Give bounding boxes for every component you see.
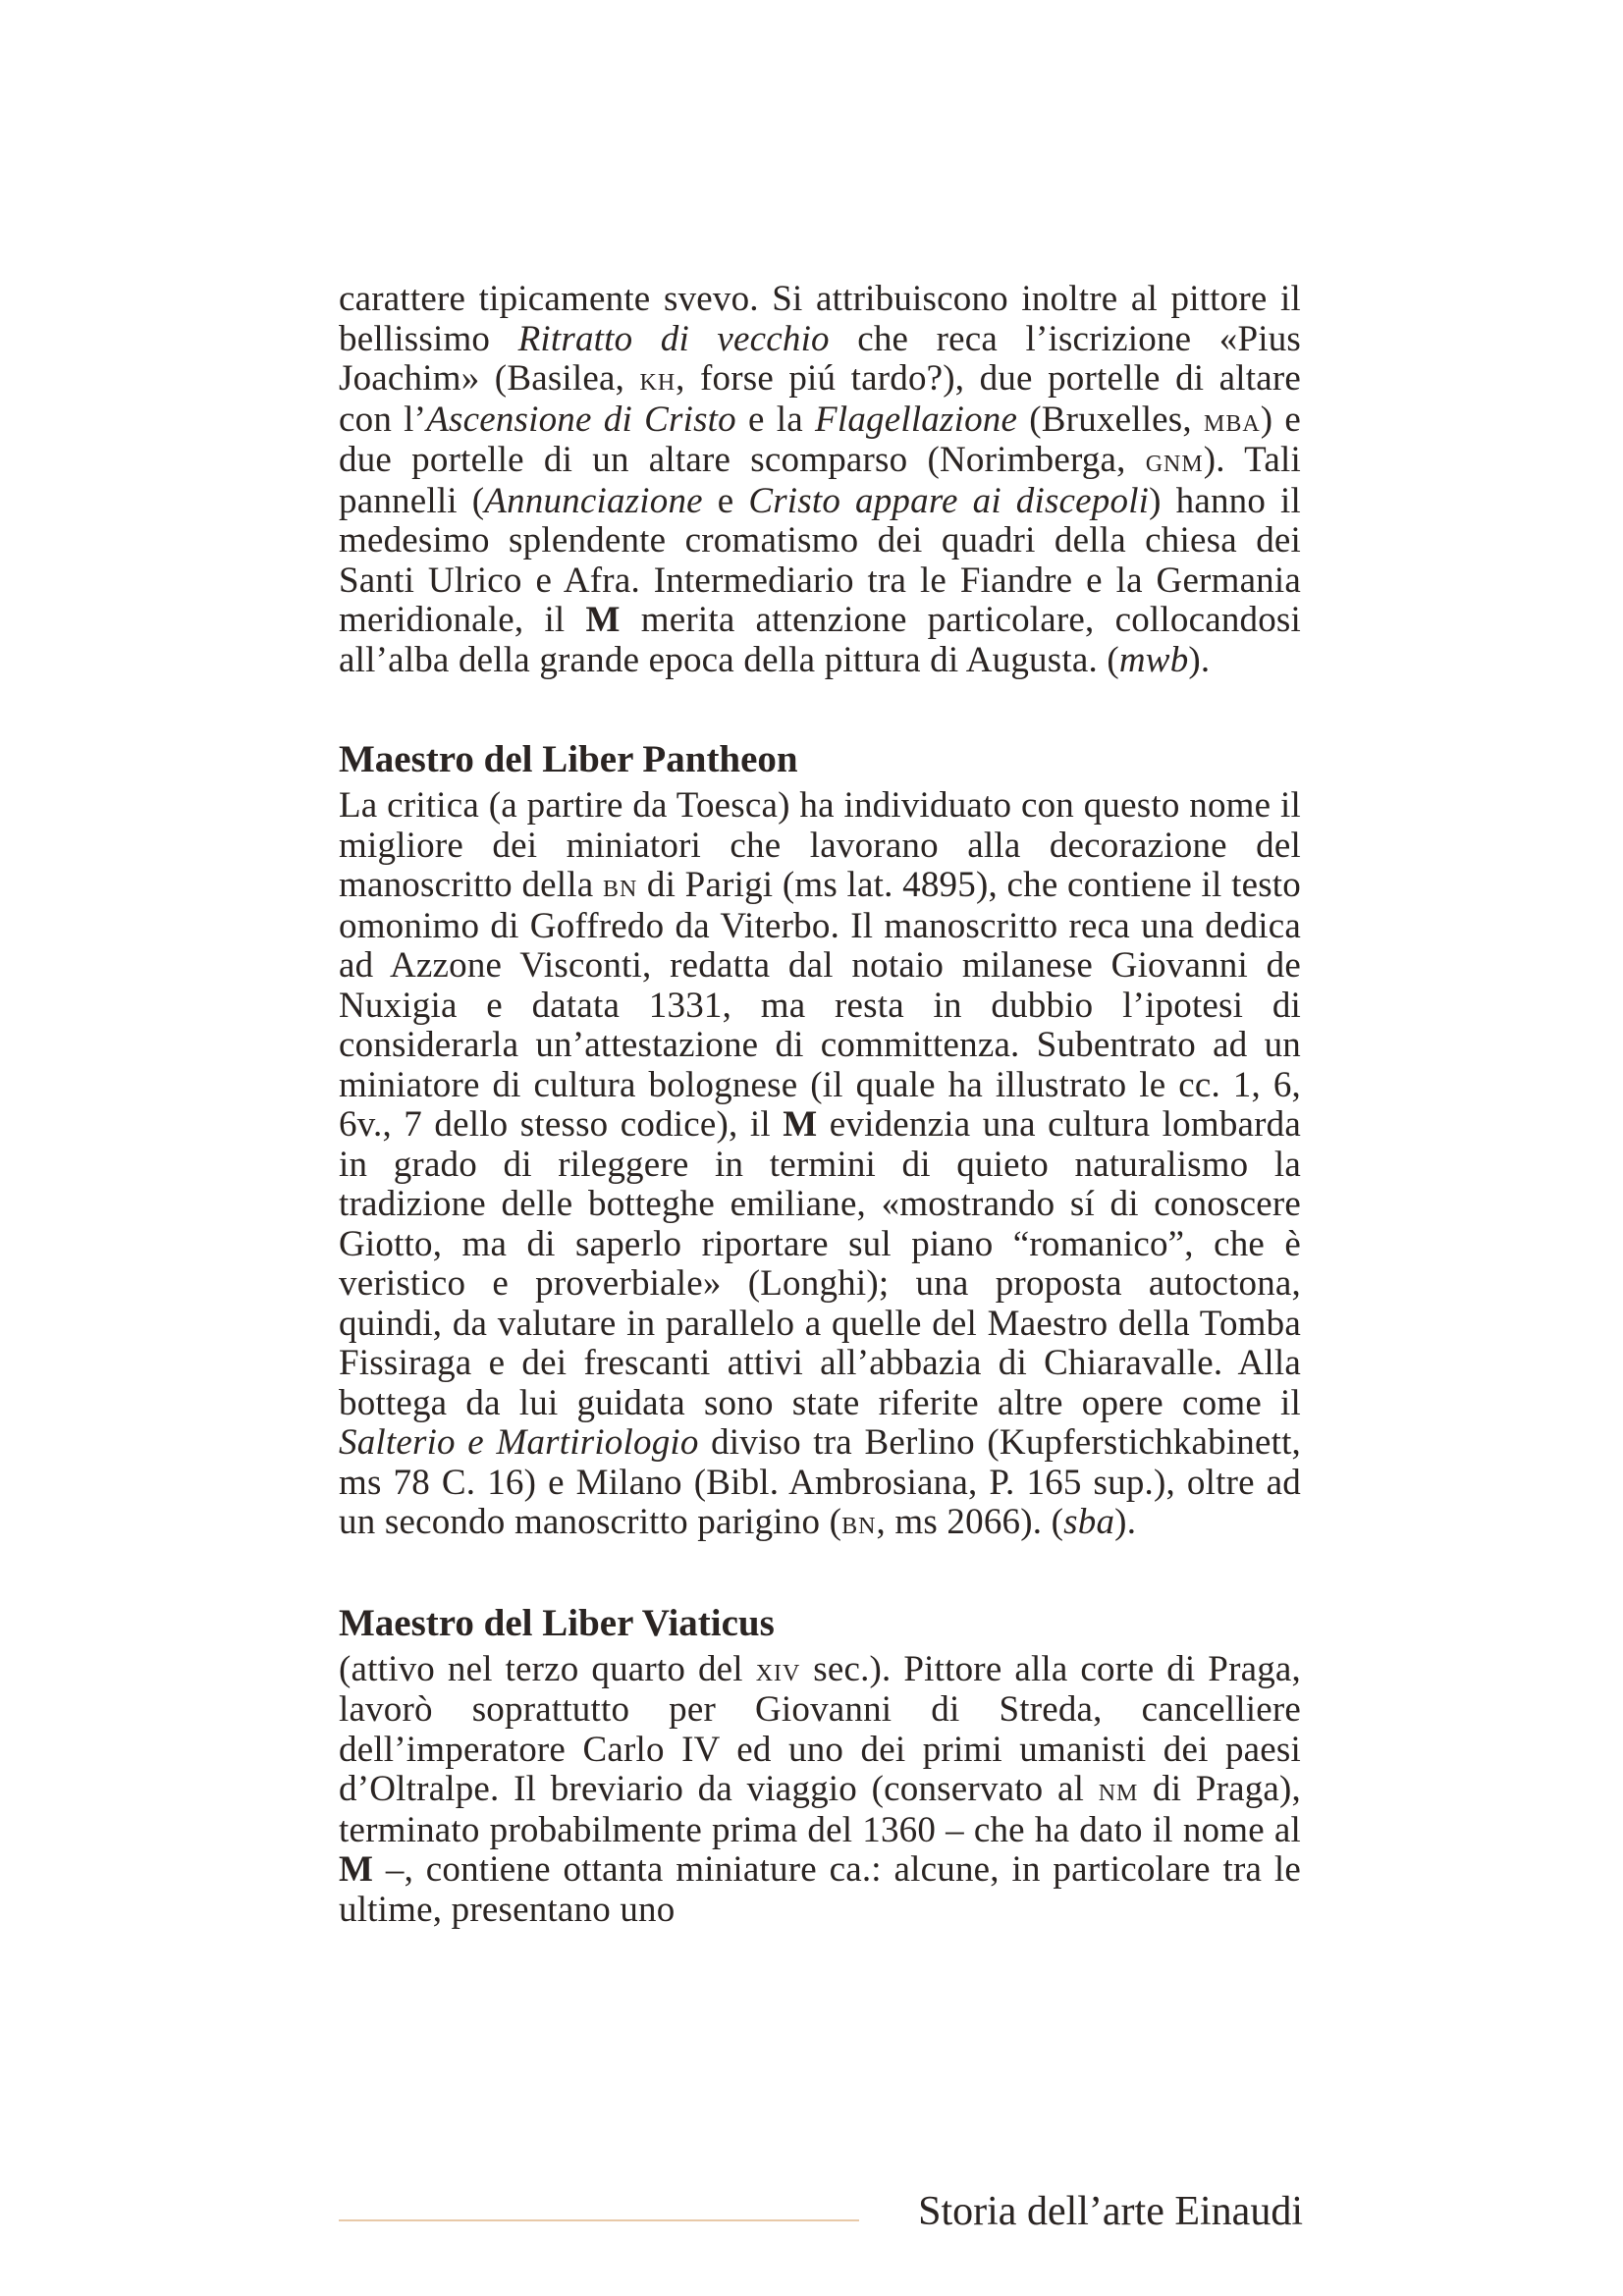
text-run: ) hanno il medesimo splendente cromatismo dei quadri della chiesa dei Santi Ulrico e Afra. Intermediario tra le Fiandre e la Germania meridionale, il — [339, 480, 1301, 640]
italic-run: Salterio e Martiriologio — [339, 1422, 699, 1463]
small-caps-abbrev: bn — [841, 1505, 877, 1541]
italic-run: Ritratto di vecchio — [517, 318, 830, 359]
entry-title-liber-viaticus: Maestro del Liber Viaticus — [339, 1601, 775, 1644]
text-run: e la — [735, 399, 816, 440]
bold-abbrev: M — [783, 1104, 818, 1145]
text-run: ). Tali pannelli ( — [339, 440, 1301, 521]
text-run: evidenzia una cultura lombarda in grado di rileggere in termini di quieto naturalismo la tradizione delle botteghe emiliane, «mostrando sí di conoscere Giotto, ma di saperlo riportare sul piano “romanico”, che è veristico e proverbiale» (Longhi); una proposta autoctona, quindi, da valutare in parallelo a quelle del Maestro della Tomba Fissiraga e dei frescanti attivi all’abbazia di Chiaravalle. Alla bottega da lui guidata sono state riferite altre opere come il — [339, 1104, 1301, 1423]
bold-abbrev: M — [339, 1849, 374, 1890]
italic-run: Cristo appare ai discepoli — [748, 480, 1150, 521]
text-run: (attivo nel terzo quarto del — [339, 1648, 756, 1689]
text-run: sec.). Pittore alla corte di Praga, lavorò soprattutto per Giovanni di Streda, cancelliere dell’imperatore Carlo IV ed uno dei primi umanisti dei paesi d’Oltralpe. Il breviario da viaggio (conservato al — [339, 1648, 1301, 1809]
small-caps-abbrev: mba — [1204, 401, 1261, 439]
bold-abbrev: M — [585, 600, 621, 640]
text-run: merita attenzione particolare, collocandosi all’alba della grande epoca della pittura di Augusta. ( — [339, 600, 1301, 680]
text-run: ) e due portelle di un altare scomparso (Norimberga, — [339, 399, 1301, 480]
text-run: (Bruxelles, — [1017, 399, 1205, 440]
text-run: di Praga), terminato probabilmente prima del 1360 – che ha dato il nome al — [339, 1769, 1302, 1850]
text-run: carattere tipicamente svevo. Si attribuiscono inoltre al pittore il bellissimo — [339, 279, 1301, 359]
small-caps-abbrev: xiv — [755, 1651, 801, 1688]
entry-body-liber-pantheon — [339, 786, 1301, 1544]
text-run: –, contiene ottanta miniature ca.: alcune, in particolare tra le ultime, presentano uno — [339, 1849, 1301, 1930]
text-run: , ms 2066). ( — [876, 1502, 1064, 1542]
footer-publisher: Storia dell’arte Einaudi — [918, 2189, 1303, 2234]
text-run: La critica (a partire da Toesca) ha individuato con questo nome il migliore dei miniatori che lavorano alla decorazione del manoscritto della — [339, 785, 1301, 905]
entry-body-liber-viaticus — [339, 1650, 1301, 1931]
italic-run: sba — [1063, 1502, 1115, 1542]
text-run: ). — [1188, 639, 1211, 680]
text-run: di Parigi (ms lat. 4895), che contiene il testo omonimo di Goffredo da Viterbo. Il manoscritto reca una dedica ad Azzone Visconti, redatta dal notaio milanese Giovanni de Nuxigia e datata 1331, ma resta in dubbio l’ipotesi di considerarla un’attestazione di committenza. Subentrato ad un miniatore di cultura bolognese (il quale ha illustrato le cc. 1, 6, 6v., 7 dello stesso codice), il — [339, 865, 1301, 1145]
text-run: ). — [1114, 1502, 1137, 1542]
text-run: diviso tra Berlino (Kupferstichkabinett, ms 78 C. 16) e Milano (Bibl. Ambrosiana, P. 165 sup.), oltre ad un secondo manoscritto parigino ( — [339, 1422, 1301, 1542]
text-run: , forse piú tardo?), due portelle di altare con l’ — [339, 358, 1301, 440]
italic-run: mwb — [1118, 639, 1189, 680]
text-run: che reca l’iscrizione «Pius Joachim» (Basilea, — [339, 318, 1302, 399]
small-caps-abbrev: nm — [1098, 1772, 1139, 1808]
footer-rule — [339, 2219, 859, 2221]
small-caps-abbrev: gnm — [1145, 443, 1204, 479]
text-run: e — [702, 480, 749, 521]
italic-run: Ascensione di Cristo — [426, 399, 736, 440]
small-caps-abbrev: bn — [602, 868, 638, 904]
text-column — [339, 280, 1301, 1930]
italic-run: Flagellazione — [815, 399, 1018, 440]
italic-run: Annunciazione — [484, 480, 703, 521]
entry-body-continued — [339, 280, 1301, 680]
small-caps-abbrev: kh — [639, 361, 676, 398]
entry-title-liber-pantheon: Maestro del Liber Pantheon — [339, 738, 798, 780]
